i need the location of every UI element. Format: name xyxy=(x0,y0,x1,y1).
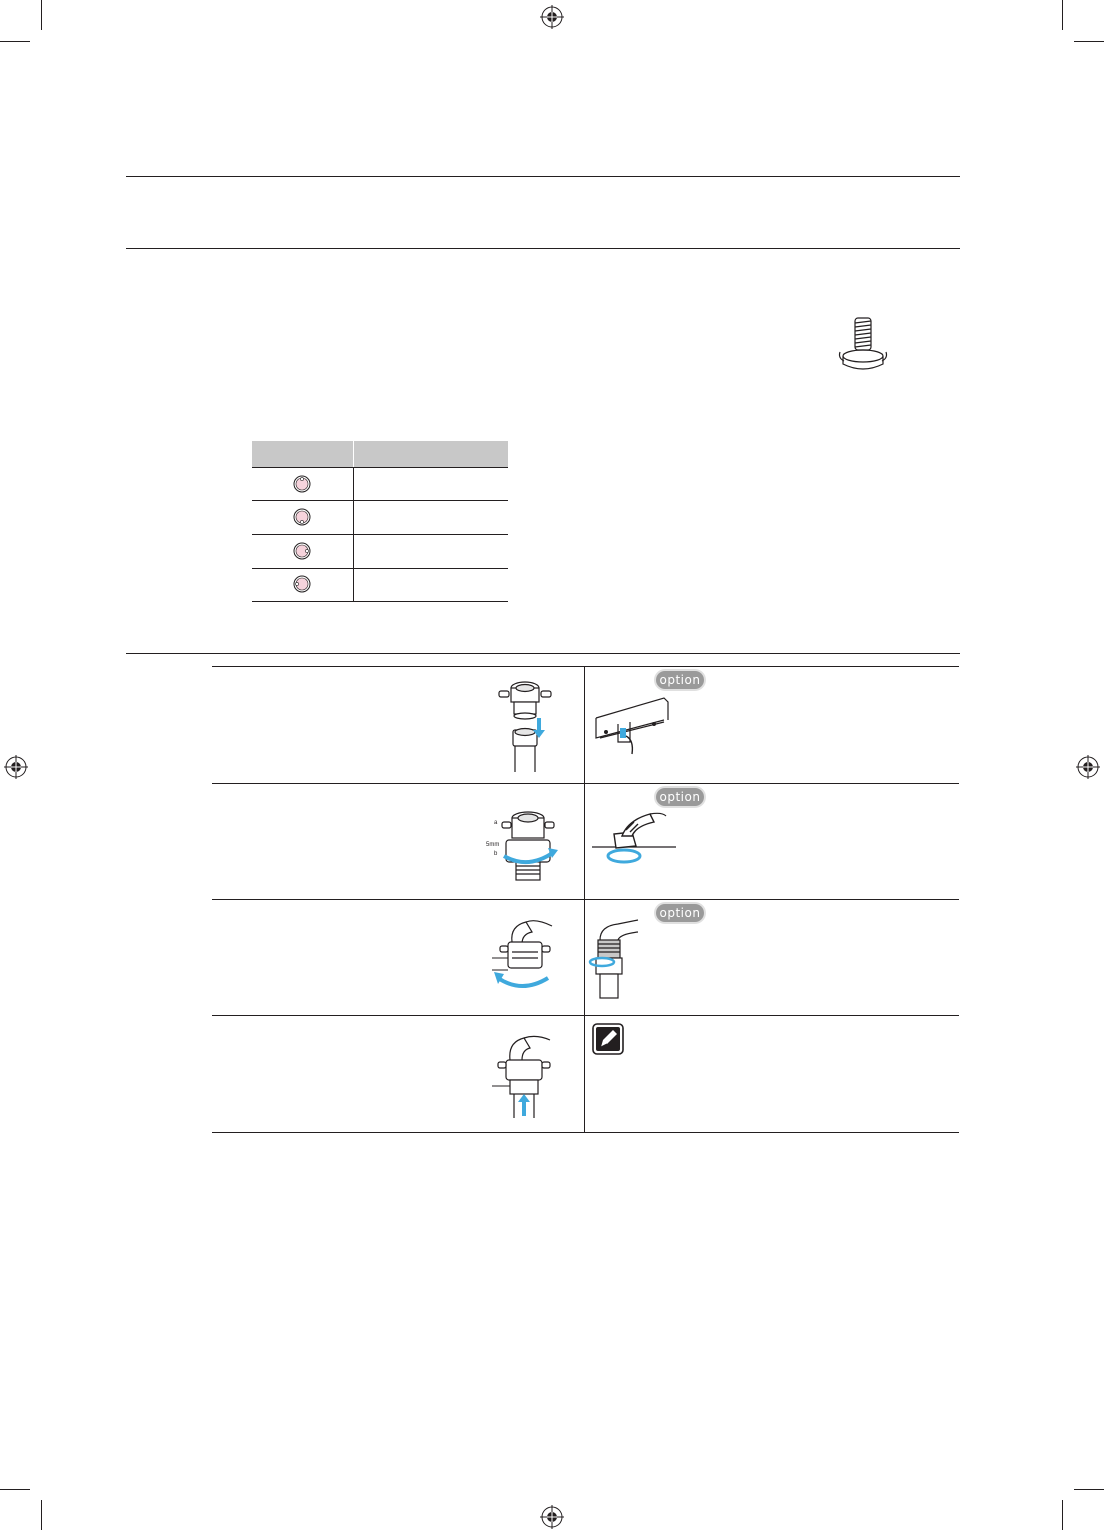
dimension-label: 5mm xyxy=(486,842,500,848)
crop-mark-top-left-v xyxy=(41,0,42,30)
screw-label-b: b xyxy=(494,851,498,857)
crop-mark-bottom-right-v xyxy=(1062,1500,1063,1530)
crop-mark-bottom-right-h xyxy=(1074,1489,1104,1490)
section-rule-steps xyxy=(126,653,960,654)
pressure-indicator-icon xyxy=(293,508,311,526)
connector-tighten-illustration xyxy=(492,912,564,996)
crop-mark-bottom-left-h xyxy=(0,1489,30,1490)
table-row-line xyxy=(252,601,508,602)
steps-grid-line xyxy=(212,1015,959,1016)
section-rule-top xyxy=(126,176,960,177)
option-tag: option xyxy=(656,788,704,806)
steps-grid-line xyxy=(212,783,959,784)
hose-push-connector-illustration xyxy=(492,1026,558,1120)
hose-to-washer-illustration xyxy=(594,694,674,760)
pressure-table xyxy=(252,441,508,602)
hose-elbow-tighten-illustration xyxy=(592,808,682,870)
registration-target-icon xyxy=(540,1505,564,1529)
option-tag: option xyxy=(656,671,704,689)
option-tag: option xyxy=(656,904,704,922)
crop-mark-top-right-v xyxy=(1062,0,1063,30)
crop-mark-top-left-h xyxy=(0,41,30,42)
table-row-line xyxy=(252,534,508,535)
pressure-indicator-icon xyxy=(293,575,311,593)
table-header-divider xyxy=(353,441,354,468)
section-rule-title-bottom xyxy=(126,248,960,249)
steps-grid-line xyxy=(212,1132,959,1133)
registration-target-icon xyxy=(4,755,28,779)
screw-illustration xyxy=(836,314,890,374)
registration-target-icon xyxy=(1076,755,1100,779)
crop-mark-bottom-left-v xyxy=(41,1500,42,1530)
connector-screws-loosen-illustration xyxy=(486,800,562,882)
note-icon xyxy=(592,1023,624,1055)
table-row-line xyxy=(252,568,508,569)
steps-grid-line xyxy=(212,899,959,900)
registration-target-icon xyxy=(540,5,564,29)
steps-grid-divider xyxy=(584,666,585,1132)
crop-mark-top-right-h xyxy=(1074,41,1104,42)
table-header xyxy=(252,441,508,468)
screw-label-a: a xyxy=(494,820,498,826)
pressure-indicator-icon xyxy=(293,475,311,493)
table-row-line xyxy=(252,500,508,501)
steps-grid-line xyxy=(212,666,959,667)
hose-connector-attach-illustration xyxy=(495,674,555,774)
hose-extension-illustration xyxy=(588,914,648,1000)
table-row-line xyxy=(252,467,508,468)
pressure-indicator-icon xyxy=(293,542,311,560)
